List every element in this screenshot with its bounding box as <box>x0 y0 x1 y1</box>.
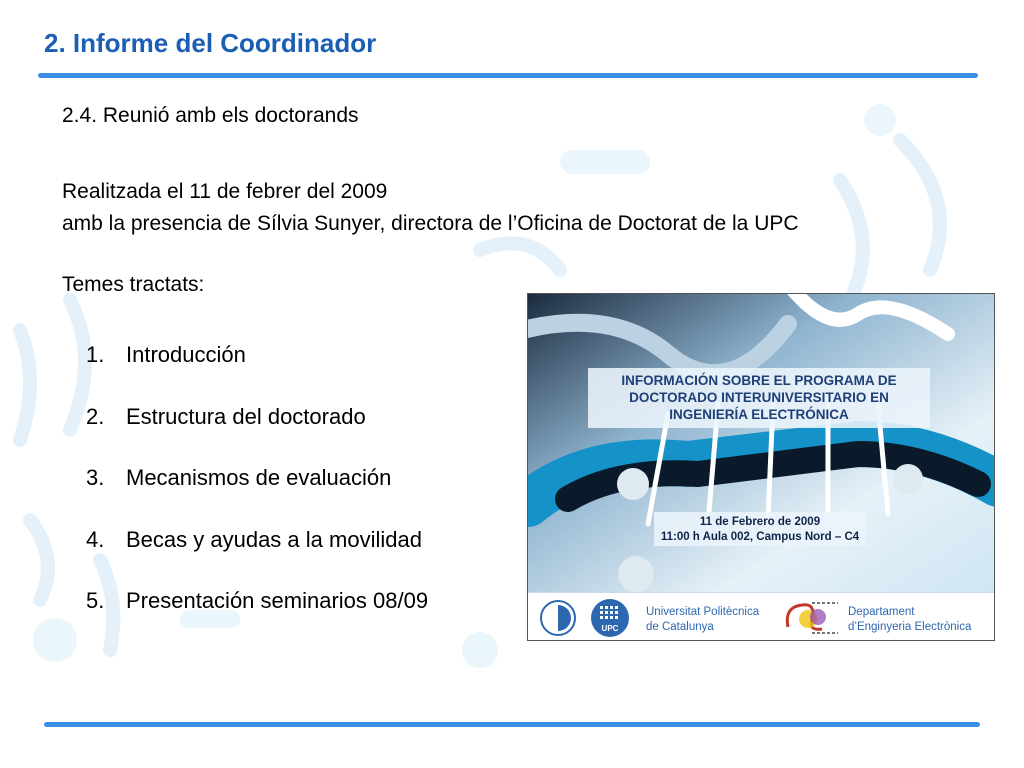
department-name-line: d’Enginyeria Electrònica <box>848 621 972 633</box>
poster-title-line: INGENIERÍA ELECTRÓNICA <box>669 407 849 422</box>
list-item-number: 4. <box>86 526 105 552</box>
topics-list <box>86 342 428 650</box>
list-item <box>86 342 428 404</box>
poster-event-info <box>654 512 866 546</box>
department-name <box>848 605 971 635</box>
list-item-label: Becas y ayudas a la movilidad <box>126 526 422 552</box>
list-item <box>86 404 428 466</box>
footer-divider <box>44 722 980 727</box>
poster-footer <box>528 592 995 641</box>
slide-title: 2. Informe del Coordinador <box>44 28 377 58</box>
topics-heading: Temes tractats: <box>62 273 205 296</box>
university-name-line: de Catalunya <box>646 621 714 633</box>
event-poster <box>527 293 995 641</box>
seal-icon <box>538 599 578 637</box>
list-item <box>86 527 428 589</box>
meeting-presence-text: amb la presencia de Sílvia Sunyer, directora de l’Oficina de Doctorat de la UPC <box>62 212 799 235</box>
poster-title-line: INFORMACIÓN SOBRE EL PROGRAMA DE <box>621 373 897 388</box>
university-name-line: Universitat Politècnica <box>646 606 760 618</box>
university-name <box>646 605 759 635</box>
poster-title <box>588 368 930 428</box>
section-subtitle: 2.4. Reunió amb els doctorands <box>62 104 359 127</box>
title-divider <box>38 73 978 78</box>
list-item-label: Estructura del doctorado <box>126 403 366 429</box>
department-name-line: Departament <box>848 606 915 618</box>
upc-logo-icon <box>590 598 630 638</box>
list-item <box>86 588 428 650</box>
list-item-number: 2. <box>86 403 105 429</box>
upc-badge-text: UPC <box>601 624 619 633</box>
list-item-label: Presentación seminarios 08/09 <box>126 588 429 613</box>
poster-title-line: DOCTORADO INTERUNIVERSITARIO EN <box>629 390 889 405</box>
poster-date-line: 11 de Febrero de 2009 <box>699 516 821 528</box>
circuit-photo <box>528 294 995 594</box>
list-item <box>86 465 428 527</box>
list-item-number: 1. <box>86 342 105 367</box>
meeting-date-text: Realitzada el 11 de febrer del 2009 <box>62 180 388 203</box>
list-item-label: Mecanismos de evaluación <box>126 465 392 490</box>
list-item-label: Introducción <box>126 342 246 367</box>
list-item-number: 3. <box>86 465 105 490</box>
department-logo-icon <box>782 597 842 639</box>
list-item-number: 5. <box>86 588 105 613</box>
poster-venue-line: 11:00 h Aula 002, Campus Nord – C4 <box>660 531 860 543</box>
